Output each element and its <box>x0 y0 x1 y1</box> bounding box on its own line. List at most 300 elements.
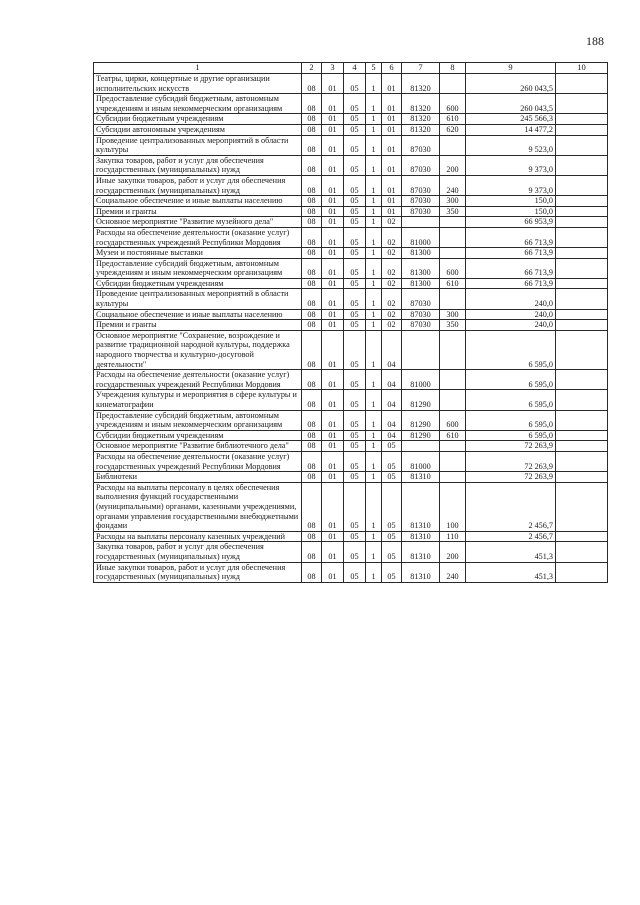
subsection-code-cell: 01 <box>322 196 344 207</box>
row-name-cell: Проведение централизованных мероприятий в области культуры <box>94 135 302 155</box>
expense-type-cell <box>440 441 466 452</box>
activity-code-cell: 04 <box>382 370 402 390</box>
amount-cell: 72 263,9 <box>466 472 556 483</box>
expense-type-cell: 610 <box>440 430 466 441</box>
activity-code-cell: 04 <box>382 390 402 410</box>
subprogram-code-cell: 1 <box>366 206 382 217</box>
target-code-cell: 81310 <box>402 542 440 562</box>
program-code-cell: 05 <box>344 175 366 195</box>
amount-cell: 6 595,0 <box>466 370 556 390</box>
subsection-code-cell: 01 <box>322 562 344 582</box>
table-row <box>94 410 608 430</box>
section-code-cell: 08 <box>302 196 322 207</box>
expense-type-cell <box>440 248 466 259</box>
target-code-cell: 81000 <box>402 227 440 247</box>
activity-code-cell: 04 <box>382 430 402 441</box>
expense-type-cell <box>440 330 466 369</box>
program-code-cell: 05 <box>344 196 366 207</box>
program-code-cell: 05 <box>344 278 366 289</box>
section-code-cell: 08 <box>302 451 322 471</box>
table-row <box>94 472 608 483</box>
header-row <box>94 63 608 74</box>
header-cell-9: 9 <box>466 63 556 74</box>
target-code-cell <box>402 441 440 452</box>
activity-code-cell: 04 <box>382 330 402 369</box>
target-code-cell: 81290 <box>402 410 440 430</box>
subsection-code-cell: 01 <box>322 124 344 135</box>
header-cell-2: 2 <box>302 63 322 74</box>
program-code-cell: 05 <box>344 410 366 430</box>
amount-cell: 9 523,0 <box>466 135 556 155</box>
activity-code-cell: 01 <box>382 206 402 217</box>
program-code-cell: 05 <box>344 289 366 309</box>
activity-code-cell: 01 <box>382 135 402 155</box>
subsection-code-cell: 01 <box>322 74 344 94</box>
extra-cell <box>556 309 608 320</box>
table-row <box>94 196 608 207</box>
subsection-code-cell: 01 <box>322 430 344 441</box>
program-code-cell: 05 <box>344 227 366 247</box>
section-code-cell: 08 <box>302 227 322 247</box>
activity-code-cell: 05 <box>382 542 402 562</box>
subprogram-code-cell: 1 <box>366 196 382 207</box>
expense-type-cell: 350 <box>440 320 466 331</box>
subsection-code-cell: 01 <box>322 330 344 369</box>
subprogram-code-cell: 1 <box>366 289 382 309</box>
program-code-cell: 05 <box>344 330 366 369</box>
program-code-cell: 05 <box>344 248 366 259</box>
activity-code-cell: 02 <box>382 258 402 278</box>
target-code-cell: 87030 <box>402 135 440 155</box>
subprogram-code-cell: 1 <box>366 309 382 320</box>
row-name-cell: Театры, цирки, концертные и другие организации исполнительских искусств <box>94 74 302 94</box>
table-row <box>94 258 608 278</box>
target-code-cell: 87030 <box>402 289 440 309</box>
row-name-cell: Субсидии бюджетным учреждениям <box>94 114 302 125</box>
amount-cell: 150,0 <box>466 206 556 217</box>
extra-cell <box>556 94 608 114</box>
amount-cell: 66 713,9 <box>466 258 556 278</box>
row-name-cell: Учреждения культуры и мероприятия в сфере культуры и кинематографии <box>94 390 302 410</box>
amount-cell: 240,0 <box>466 289 556 309</box>
program-code-cell: 05 <box>344 114 366 125</box>
program-code-cell: 05 <box>344 482 366 531</box>
header-cell-8: 8 <box>440 63 466 74</box>
section-code-cell: 08 <box>302 370 322 390</box>
section-code-cell: 08 <box>302 74 322 94</box>
subsection-code-cell: 01 <box>322 155 344 175</box>
subprogram-code-cell: 1 <box>366 330 382 369</box>
subprogram-code-cell: 1 <box>366 124 382 135</box>
table-row <box>94 542 608 562</box>
section-code-cell: 08 <box>302 410 322 430</box>
section-code-cell: 08 <box>302 206 322 217</box>
row-name-cell: Социальное обеспечение и иные выплаты населению <box>94 309 302 320</box>
activity-code-cell: 05 <box>382 562 402 582</box>
row-name-cell: Расходы на обеспечение деятельности (оказание услуг) государственных учреждений Республики Мордовия <box>94 227 302 247</box>
subsection-code-cell: 01 <box>322 258 344 278</box>
activity-code-cell: 01 <box>382 155 402 175</box>
subprogram-code-cell: 1 <box>366 248 382 259</box>
expense-type-cell: 110 <box>440 531 466 542</box>
table-row <box>94 248 608 259</box>
subprogram-code-cell: 1 <box>366 114 382 125</box>
program-code-cell: 05 <box>344 309 366 320</box>
activity-code-cell: 05 <box>382 482 402 531</box>
row-name-cell: Основное мероприятие "Развитие музейного дела" <box>94 217 302 228</box>
section-code-cell: 08 <box>302 155 322 175</box>
subprogram-code-cell: 1 <box>366 472 382 483</box>
section-code-cell: 08 <box>302 248 322 259</box>
activity-code-cell: 01 <box>382 114 402 125</box>
subsection-code-cell: 01 <box>322 114 344 125</box>
row-name-cell: Премии и гранты <box>94 206 302 217</box>
expense-type-cell: 100 <box>440 482 466 531</box>
extra-cell <box>556 370 608 390</box>
amount-cell: 66 713,9 <box>466 278 556 289</box>
extra-cell <box>556 206 608 217</box>
target-code-cell: 81310 <box>402 531 440 542</box>
program-code-cell: 05 <box>344 94 366 114</box>
table-row <box>94 441 608 452</box>
amount-cell: 260 043,5 <box>466 74 556 94</box>
program-code-cell: 05 <box>344 562 366 582</box>
section-code-cell: 08 <box>302 531 322 542</box>
table-row <box>94 124 608 135</box>
program-code-cell: 05 <box>344 370 366 390</box>
activity-code-cell: 01 <box>382 124 402 135</box>
activity-code-cell: 05 <box>382 441 402 452</box>
amount-cell: 240,0 <box>466 309 556 320</box>
target-code-cell: 81000 <box>402 370 440 390</box>
amount-cell: 2 456,7 <box>466 531 556 542</box>
amount-cell: 240,0 <box>466 320 556 331</box>
section-code-cell: 08 <box>302 278 322 289</box>
header-cell-10: 10 <box>556 63 608 74</box>
amount-cell: 6 595,0 <box>466 410 556 430</box>
subsection-code-cell: 01 <box>322 289 344 309</box>
expense-type-cell: 600 <box>440 410 466 430</box>
target-code-cell: 81310 <box>402 482 440 531</box>
subsection-code-cell: 01 <box>322 206 344 217</box>
expense-type-cell <box>440 74 466 94</box>
subprogram-code-cell: 1 <box>366 482 382 531</box>
subprogram-code-cell: 1 <box>366 217 382 228</box>
extra-cell <box>556 227 608 247</box>
activity-code-cell: 05 <box>382 531 402 542</box>
program-code-cell: 05 <box>344 135 366 155</box>
target-code-cell: 81320 <box>402 114 440 125</box>
expense-type-cell: 600 <box>440 94 466 114</box>
section-code-cell: 08 <box>302 135 322 155</box>
expense-type-cell: 300 <box>440 196 466 207</box>
subsection-code-cell: 01 <box>322 175 344 195</box>
subprogram-code-cell: 1 <box>366 320 382 331</box>
header-cell-3: 3 <box>322 63 344 74</box>
extra-cell <box>556 542 608 562</box>
program-code-cell: 05 <box>344 441 366 452</box>
table-row <box>94 74 608 94</box>
target-code-cell <box>402 330 440 369</box>
target-code-cell: 81310 <box>402 562 440 582</box>
subprogram-code-cell: 1 <box>366 531 382 542</box>
activity-code-cell: 04 <box>382 410 402 430</box>
activity-code-cell: 05 <box>382 451 402 471</box>
expense-type-cell: 610 <box>440 114 466 125</box>
section-code-cell: 08 <box>302 258 322 278</box>
subprogram-code-cell: 1 <box>366 155 382 175</box>
activity-code-cell: 01 <box>382 74 402 94</box>
subsection-code-cell: 01 <box>322 248 344 259</box>
section-code-cell: 08 <box>302 175 322 195</box>
subprogram-code-cell: 1 <box>366 135 382 155</box>
row-name-cell: Субсидии бюджетным учреждениям <box>94 430 302 441</box>
target-code-cell: 87030 <box>402 196 440 207</box>
subsection-code-cell: 01 <box>322 320 344 331</box>
program-code-cell: 05 <box>344 472 366 483</box>
header-cell-6: 6 <box>382 63 402 74</box>
target-code-cell: 81310 <box>402 472 440 483</box>
subsection-code-cell: 01 <box>322 451 344 471</box>
amount-cell: 9 373,0 <box>466 175 556 195</box>
amount-cell: 6 595,0 <box>466 430 556 441</box>
table-row <box>94 309 608 320</box>
section-code-cell: 08 <box>302 390 322 410</box>
target-code-cell <box>402 217 440 228</box>
row-name-cell: Библиотеки <box>94 472 302 483</box>
extra-cell <box>556 175 608 195</box>
extra-cell <box>556 289 608 309</box>
row-name-cell: Социальное обеспечение и иные выплаты населению <box>94 196 302 207</box>
extra-cell <box>556 410 608 430</box>
extra-cell <box>556 114 608 125</box>
table-body <box>94 74 608 583</box>
expense-type-cell <box>440 227 466 247</box>
section-code-cell: 08 <box>302 562 322 582</box>
extra-cell <box>556 441 608 452</box>
section-code-cell: 08 <box>302 430 322 441</box>
subprogram-code-cell: 1 <box>366 430 382 441</box>
table-row <box>94 206 608 217</box>
extra-cell <box>556 390 608 410</box>
target-code-cell: 87030 <box>402 320 440 331</box>
extra-cell <box>556 217 608 228</box>
row-name-cell: Субсидии автономным учреждениям <box>94 124 302 135</box>
program-code-cell: 05 <box>344 258 366 278</box>
section-code-cell: 08 <box>302 482 322 531</box>
table-row <box>94 562 608 582</box>
section-code-cell: 08 <box>302 320 322 331</box>
extra-cell <box>556 155 608 175</box>
amount-cell: 9 373,0 <box>466 155 556 175</box>
header-cell-5: 5 <box>366 63 382 74</box>
activity-code-cell: 02 <box>382 289 402 309</box>
amount-cell: 451,3 <box>466 562 556 582</box>
extra-cell <box>556 248 608 259</box>
target-code-cell: 81290 <box>402 390 440 410</box>
table-row <box>94 227 608 247</box>
section-code-cell: 08 <box>302 217 322 228</box>
extra-cell <box>556 124 608 135</box>
subprogram-code-cell: 1 <box>366 227 382 247</box>
target-code-cell: 81320 <box>402 74 440 94</box>
activity-code-cell: 02 <box>382 309 402 320</box>
extra-cell <box>556 531 608 542</box>
program-code-cell: 05 <box>344 320 366 331</box>
subprogram-code-cell: 1 <box>366 451 382 471</box>
table-row <box>94 135 608 155</box>
expense-type-cell: 600 <box>440 258 466 278</box>
activity-code-cell: 01 <box>382 196 402 207</box>
subsection-code-cell: 01 <box>322 94 344 114</box>
row-name-cell: Предоставление субсидий бюджетным, автономным учреждениям и иным некоммерческим организациям <box>94 258 302 278</box>
subprogram-code-cell: 1 <box>366 562 382 582</box>
program-code-cell: 05 <box>344 430 366 441</box>
expense-type-cell <box>440 289 466 309</box>
extra-cell <box>556 430 608 441</box>
subprogram-code-cell: 1 <box>366 74 382 94</box>
table-row <box>94 320 608 331</box>
extra-cell <box>556 320 608 331</box>
row-name-cell: Расходы на выплаты персоналу в целях обеспечения выполнения функций государственными (муниципальными) органами, казенными учреждениями, органами управления государственными внебюджетными фондами <box>94 482 302 531</box>
target-code-cell: 87030 <box>402 206 440 217</box>
expense-type-cell: 240 <box>440 562 466 582</box>
program-code-cell: 05 <box>344 390 366 410</box>
expense-type-cell <box>440 217 466 228</box>
activity-code-cell: 02 <box>382 217 402 228</box>
table-row <box>94 278 608 289</box>
amount-cell: 66 713,9 <box>466 248 556 259</box>
header-cell-7: 7 <box>402 63 440 74</box>
subsection-code-cell: 01 <box>322 410 344 430</box>
subprogram-code-cell: 1 <box>366 410 382 430</box>
extra-cell <box>556 74 608 94</box>
extra-cell <box>556 278 608 289</box>
activity-code-cell: 02 <box>382 248 402 259</box>
expense-type-cell: 610 <box>440 278 466 289</box>
table-row <box>94 289 608 309</box>
table-row <box>94 370 608 390</box>
subprogram-code-cell: 1 <box>366 390 382 410</box>
section-code-cell: 08 <box>302 114 322 125</box>
section-code-cell: 08 <box>302 124 322 135</box>
table-row <box>94 330 608 369</box>
extra-cell <box>556 196 608 207</box>
amount-cell: 260 043,5 <box>466 94 556 114</box>
amount-cell: 6 595,0 <box>466 330 556 369</box>
target-code-cell: 81300 <box>402 278 440 289</box>
amount-cell: 451,3 <box>466 542 556 562</box>
row-name-cell: Закупка товаров, работ и услуг для обеспечения государственных (муниципальных) нужд <box>94 155 302 175</box>
subsection-code-cell: 01 <box>322 135 344 155</box>
row-name-cell: Расходы на выплаты персоналу казенных учреждений <box>94 531 302 542</box>
subsection-code-cell: 01 <box>322 542 344 562</box>
activity-code-cell: 05 <box>382 472 402 483</box>
target-code-cell: 81300 <box>402 248 440 259</box>
table-row <box>94 155 608 175</box>
subsection-code-cell: 01 <box>322 482 344 531</box>
extra-cell <box>556 482 608 531</box>
amount-cell: 150,0 <box>466 196 556 207</box>
program-code-cell: 05 <box>344 155 366 175</box>
amount-cell: 66 713,9 <box>466 227 556 247</box>
expense-type-cell: 200 <box>440 542 466 562</box>
section-code-cell: 08 <box>302 441 322 452</box>
header-cell-1: 1 <box>94 63 302 74</box>
expense-type-cell: 350 <box>440 206 466 217</box>
section-code-cell: 08 <box>302 309 322 320</box>
row-name-cell: Проведение централизованных мероприятий в области культуры <box>94 289 302 309</box>
amount-cell: 14 477,2 <box>466 124 556 135</box>
program-code-cell: 05 <box>344 206 366 217</box>
target-code-cell: 81000 <box>402 451 440 471</box>
row-name-cell: Иные закупки товаров, работ и услуг для обеспечения государственных (муниципальных) нужд <box>94 562 302 582</box>
header-cell-4: 4 <box>344 63 366 74</box>
target-code-cell: 81320 <box>402 94 440 114</box>
target-code-cell: 87030 <box>402 155 440 175</box>
table-row <box>94 217 608 228</box>
subprogram-code-cell: 1 <box>366 441 382 452</box>
section-code-cell: 08 <box>302 289 322 309</box>
expense-type-cell: 620 <box>440 124 466 135</box>
extra-cell <box>556 135 608 155</box>
extra-cell <box>556 330 608 369</box>
activity-code-cell: 01 <box>382 175 402 195</box>
subsection-code-cell: 01 <box>322 441 344 452</box>
subsection-code-cell: 01 <box>322 370 344 390</box>
table-row <box>94 531 608 542</box>
expense-type-cell <box>440 472 466 483</box>
expense-type-cell: 300 <box>440 309 466 320</box>
budget-table <box>93 62 608 583</box>
subprogram-code-cell: 1 <box>366 175 382 195</box>
section-code-cell: 08 <box>302 94 322 114</box>
activity-code-cell: 02 <box>382 227 402 247</box>
program-code-cell: 05 <box>344 451 366 471</box>
amount-cell: 2 456,7 <box>466 482 556 531</box>
expense-type-cell <box>440 451 466 471</box>
row-name-cell: Предоставление субсидий бюджетным, автономным учреждениям и иным некоммерческим организациям <box>94 410 302 430</box>
activity-code-cell: 02 <box>382 320 402 331</box>
row-name-cell: Музеи и постоянные выставки <box>94 248 302 259</box>
row-name-cell: Субсидии бюджетным учреждениям <box>94 278 302 289</box>
table-row <box>94 430 608 441</box>
row-name-cell: Расходы на обеспечение деятельности (оказание услуг) государственных учреждений Республики Мордовия <box>94 451 302 471</box>
program-code-cell: 05 <box>344 531 366 542</box>
row-name-cell: Расходы на обеспечение деятельности (оказание услуг) государственных учреждений Республики Мордовия <box>94 370 302 390</box>
amount-cell: 6 595,0 <box>466 390 556 410</box>
program-code-cell: 05 <box>344 124 366 135</box>
table-row <box>94 114 608 125</box>
program-code-cell: 05 <box>344 74 366 94</box>
target-code-cell: 81290 <box>402 430 440 441</box>
extra-cell <box>556 258 608 278</box>
subsection-code-cell: 01 <box>322 227 344 247</box>
section-code-cell: 08 <box>302 472 322 483</box>
program-code-cell: 05 <box>344 217 366 228</box>
subsection-code-cell: 01 <box>322 217 344 228</box>
subprogram-code-cell: 1 <box>366 370 382 390</box>
row-name-cell: Основное мероприятие "Сохранение, возрождение и развитие традиционной народной культуры, поддержка народного творчества и культурно-досуговой деятельности" <box>94 330 302 369</box>
subsection-code-cell: 01 <box>322 309 344 320</box>
expense-type-cell: 240 <box>440 175 466 195</box>
section-code-cell: 08 <box>302 542 322 562</box>
extra-cell <box>556 451 608 471</box>
page-number: 188 <box>586 34 604 48</box>
subprogram-code-cell: 1 <box>366 258 382 278</box>
row-name-cell: Премии и гранты <box>94 320 302 331</box>
activity-code-cell: 02 <box>382 278 402 289</box>
